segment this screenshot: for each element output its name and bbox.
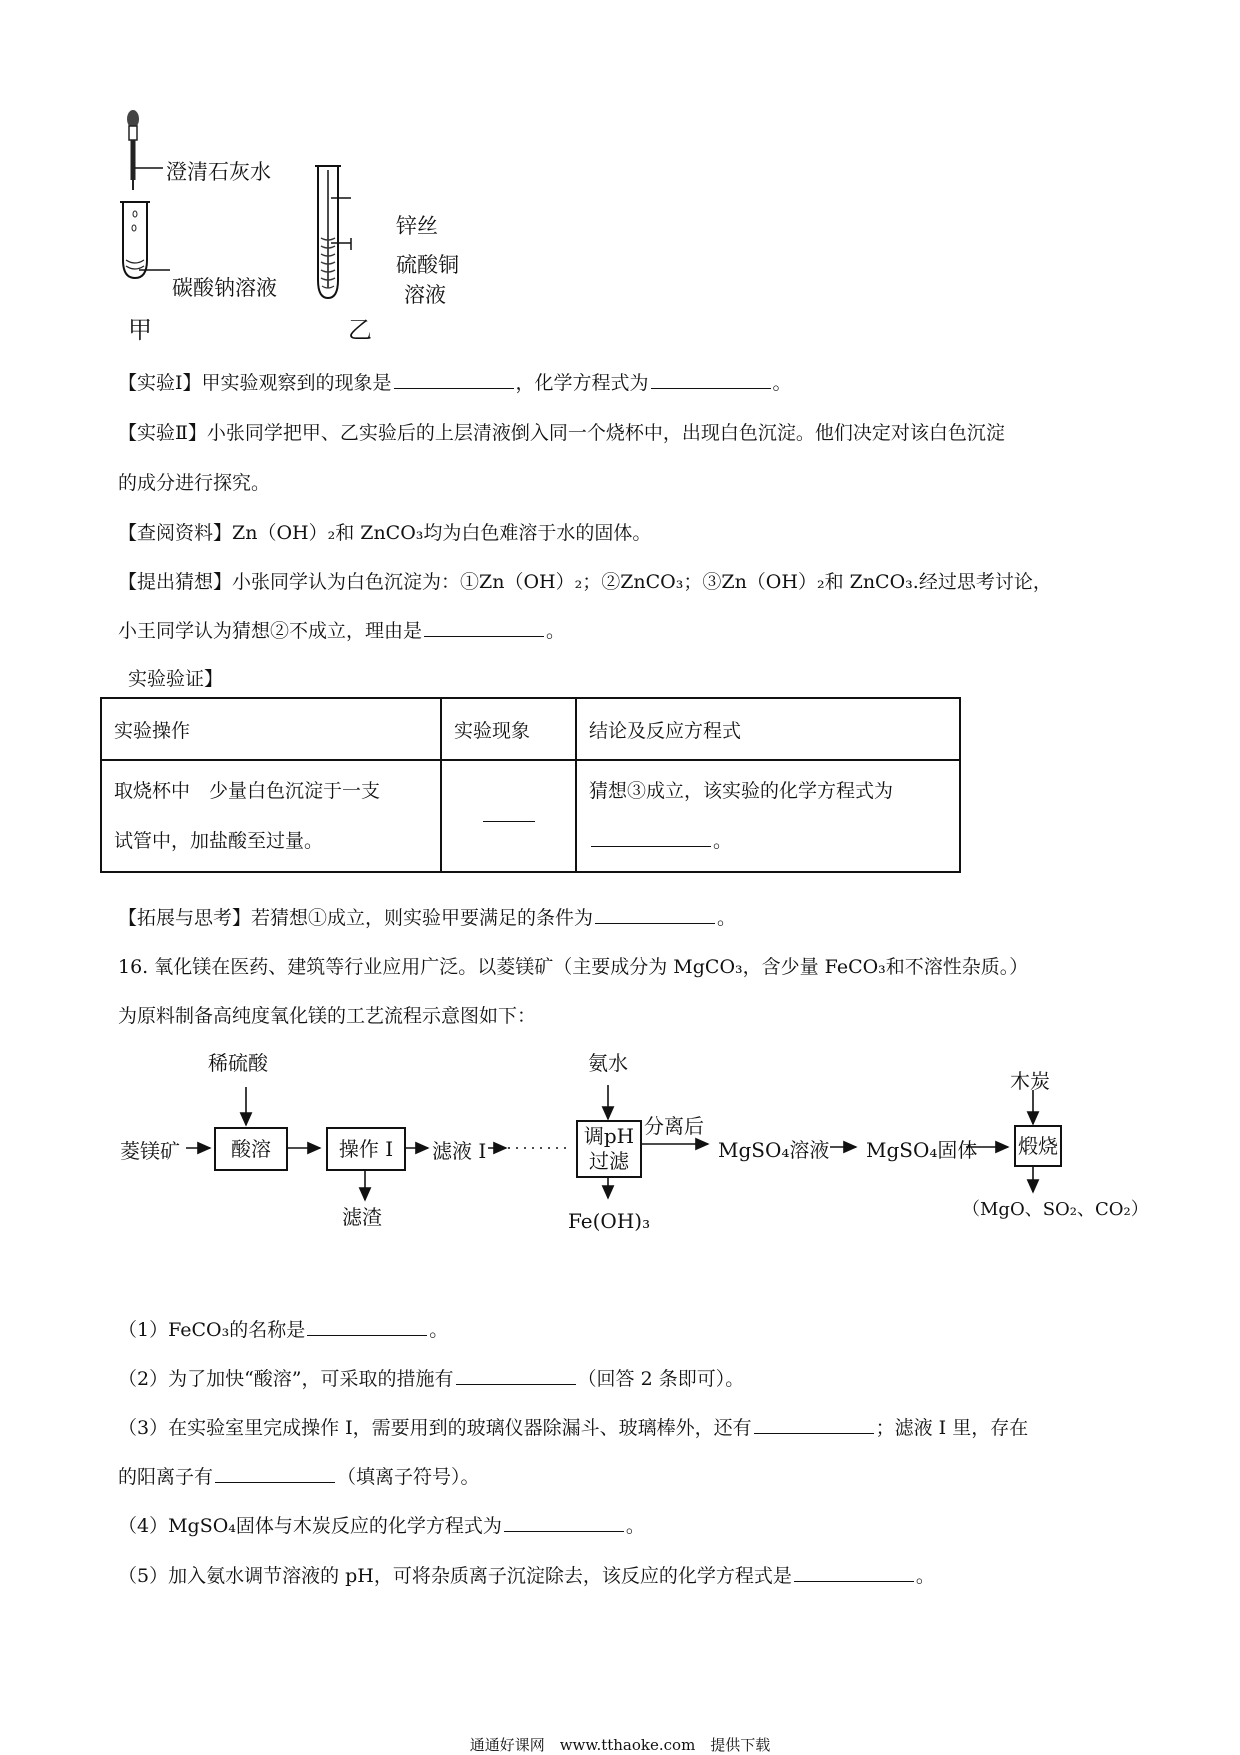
flow-charcoal: 木炭 <box>1010 1069 1050 1093</box>
label-zinc-wire: 锌丝 <box>396 214 438 238</box>
q16-5-line: （5）加入氨水调节溶液的 pH，可将杂质离子沉淀除去，该反应的化学方程式是 。 <box>118 1565 935 1587</box>
dropper-icon <box>127 110 139 190</box>
flow-precipitate: Fe(OH)₃ <box>568 1209 651 1233</box>
guess-line-2: 小王同学认为猜想②不成立，理由是 。 <box>118 620 566 642</box>
table-cell-conclusion: 猜想③成立，该实验的化学方程式为 。 <box>576 760 960 872</box>
flow-box-dissolve: 酸溶 <box>214 1127 288 1171</box>
flow-solid: MgSO₄固体 <box>866 1138 978 1162</box>
exp2-line-1: 【实验Ⅱ】小张同学把甲、乙实验后的上层清液倒入同一个烧杯中，出现白色沉淀。他们决定对该白色沉淀 <box>118 422 1005 444</box>
test-tube-yi <box>315 166 341 298</box>
table-row <box>101 760 960 872</box>
table-header-row <box>101 698 960 760</box>
answer-blank[interactable] <box>651 372 771 389</box>
flow-residue: 滤渣 <box>342 1205 382 1229</box>
flow-filtrate: 滤液 I <box>432 1139 487 1163</box>
q16-intro-line-1: 16. 氧化镁在医药、建筑等行业应用广泛。以菱镁矿（主要成分为 MgCO₃，含少量 FeCO₃和不溶性杂质。） <box>118 956 1029 978</box>
q16-intro-line-2: 为原料制备高纯度氧化镁的工艺流程示意图如下： <box>118 1005 537 1027</box>
answer-blank[interactable] <box>595 907 715 924</box>
answer-blank[interactable] <box>591 830 711 847</box>
q16-3-line-2: 的阳离子有 （填离子符号）。 <box>118 1466 480 1488</box>
table-header-cell: 结论及反应方程式 <box>576 698 960 760</box>
label-jia: 甲 <box>128 316 152 344</box>
q16-3-line-1: （3）在实验室里完成操作 I，需要用到的玻璃仪器除漏斗、玻璃棒外，还有 ；滤液 I 里，存在 <box>118 1417 1029 1439</box>
table-cell-operation: 取烧杯中 少量白色沉淀于一支 试管中，加盐酸至过量。 <box>101 760 441 872</box>
flow-box-calcine: 煅烧 <box>1014 1125 1062 1167</box>
verify-heading: 实验验证】 <box>128 668 224 690</box>
flow-box-ph-filter: 调pH 过滤 <box>576 1120 642 1178</box>
exp2-line-2: 的成分进行探究。 <box>118 472 271 494</box>
flow-products: （MgO、SO₂、CO₂） <box>962 1199 1149 1220</box>
label-yi: 乙 <box>348 316 372 344</box>
experiment-table <box>100 697 961 873</box>
table-header-cell: 实验现象 <box>441 698 576 760</box>
q16-4-line: （4）MgSO₄固体与木炭反应的化学方程式为 。 <box>118 1515 645 1537</box>
answer-blank[interactable] <box>307 1319 427 1336</box>
label-solution: 溶液 <box>404 283 446 307</box>
q16-1-line: （1）FeCO₃的名称是 。 <box>118 1319 449 1341</box>
label-copper-sulfate: 硫酸铜 <box>396 253 459 277</box>
answer-blank[interactable] <box>754 1417 874 1434</box>
answer-blank[interactable] <box>483 805 535 822</box>
table-header-cell: 实验操作 <box>101 698 441 760</box>
test-tube-jia <box>120 202 150 278</box>
page-footer: 通通好课网 www.tthaoke.com 提供下载 <box>469 1736 771 1754</box>
flow-box-operation-1: 操作 I <box>326 1127 406 1171</box>
q16-2-line: （2）为了加快“酸溶”，可采取的措施有 （回答 2 条即可）。 <box>118 1368 745 1390</box>
reference-line: 【查阅资料】Zn（OH）₂和 ZnCO₃均为白色难溶于水的固体。 <box>118 522 652 544</box>
label-sodium-carbonate: 碳酸钠溶液 <box>172 276 277 300</box>
answer-blank[interactable] <box>504 1515 624 1532</box>
exp1-line: 【实验Ⅰ】甲实验观察到的现象是 ，化学方程式为 。 <box>118 372 792 394</box>
extend-line: 【拓展与思考】若猜想①成立，则实验甲要满足的条件为 。 <box>118 907 737 929</box>
flow-after-separation: 分离后 <box>644 1114 704 1138</box>
flow-acid: 稀硫酸 <box>208 1051 268 1075</box>
answer-blank[interactable] <box>394 372 514 389</box>
label-limewater: 澄清石灰水 <box>166 160 271 184</box>
answer-blank[interactable] <box>794 1565 914 1582</box>
flow-ammonia: 氨水 <box>588 1051 628 1075</box>
guess-line-1: 【提出猜想】小张同学认为白色沉淀为：①Zn（OH）₂；②ZnCO₃；③Zn（OH）₂和 ZnCO₃.经过思考讨论， <box>118 571 1052 593</box>
answer-blank[interactable] <box>424 620 544 637</box>
table-cell-phenomenon <box>441 760 576 872</box>
flow-raw-material: 菱镁矿 <box>120 1139 180 1163</box>
answer-blank[interactable] <box>456 1368 576 1385</box>
flow-solution: MgSO₄溶液 <box>718 1138 830 1162</box>
answer-blank[interactable] <box>215 1466 335 1483</box>
